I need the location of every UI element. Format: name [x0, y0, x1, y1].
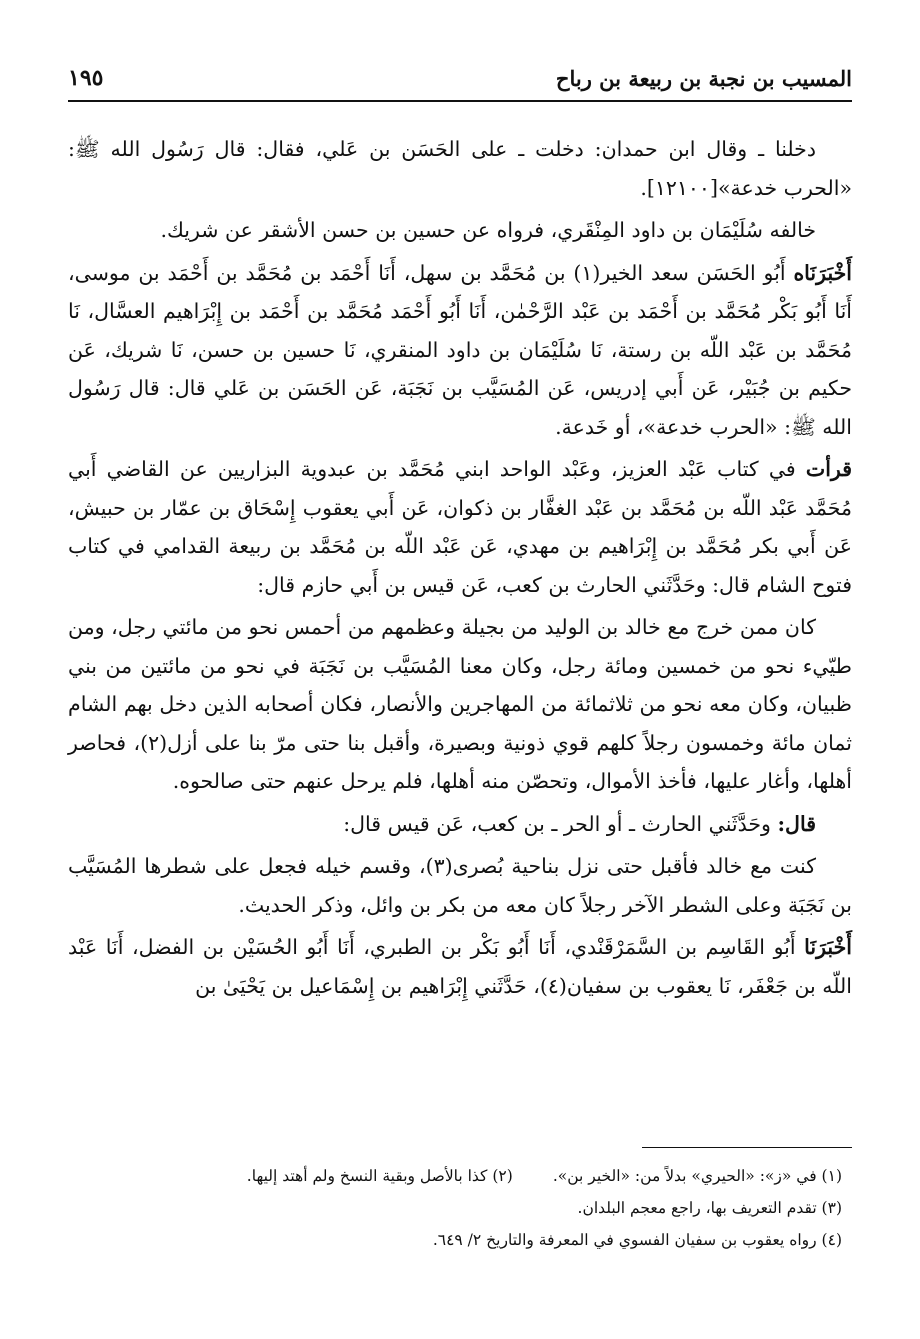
paragraph-lead-word: أَخْبَرَنَاه — [793, 260, 852, 285]
footnotes — [68, 1160, 842, 1256]
page-number: ١٩٥ — [68, 65, 104, 91]
paragraph-text: خالفه سُلَيْمَان بن داود المِنْقَري، فرواه عن حسين بن حسن الأشقر عن شريك. — [160, 218, 816, 242]
paragraph-7 — [68, 847, 852, 924]
footnote-row — [68, 1160, 842, 1192]
paragraph-text: كنت مع خالد فأقبل حتى نزل بناحية بُصرى(٣)، وقسم خيله فجعل على شطرها المُسَيَّب بن نَجَبَة وعلى الشطر الآخر رجلاً كان معه من بكر بن وائل، وذكر الحديث. — [68, 854, 852, 917]
paragraph-8 — [68, 928, 852, 1005]
footnote-row — [68, 1224, 842, 1256]
paragraph-3 — [68, 254, 852, 447]
paragraph-5 — [68, 608, 852, 801]
body-text — [68, 130, 852, 1009]
footnote-1: (١) في «ز»: «الحيري» بدلاً من: «الخير بن». — [552, 1167, 842, 1185]
paragraph-text: وحَدَّثَني الحارث ـ أو الحر ـ بن كعب، عَن قيس قال: — [343, 811, 771, 836]
footnote-divider — [642, 1147, 852, 1148]
paragraph-text: دخلنا ـ وقال ابن حمدان: دخلت ـ على الحَسَن بن عَلي، فقال: قال رَسُول الله ﷺ: «الحرب خدعة»[١٢١٠٠]. — [68, 137, 852, 200]
paragraph-4 — [68, 450, 852, 604]
paragraph-6 — [68, 805, 852, 844]
running-header — [68, 60, 852, 102]
header-title: المسيب بن نجبة بن ربيعة بن رباح — [555, 65, 852, 91]
paragraph-lead-word: أَخْبَرَنَا — [804, 935, 852, 959]
footnote-2: (٢) كذا بالأصل وبقية النسخ ولم أهتد إليها. — [246, 1167, 513, 1185]
paragraph-2 — [68, 211, 852, 250]
footnote-3: (٣) تقدم التعريف بها، راجع معجم البلدان. — [577, 1199, 842, 1217]
footnote-row — [68, 1192, 842, 1224]
footnote-4: (٤) رواه يعقوب بن سفيان الفسوي في المعرفة والتاريخ ٢/ ٦٤٩. — [432, 1231, 842, 1249]
paragraph-1 — [68, 130, 852, 207]
paragraph-lead-word: قرأت — [805, 457, 852, 481]
paragraph-text: في كتاب عَبْد العزيز، وعَبْد الواحد ابني مُحَمَّد بن عبدوية البزاريين عن القاضي أَبي مُحَمَّد عَبْد اللّه بن مُحَمَّد بن عَبْد الغفَّار بن ذكوان، عَن أَبي يعقوب إِسْحَاق بن عمّار بن حبيش، عَن أَبي بكر مُحَمَّد بن إِبْرَاهيم بن مهدي، عَن عَبْد اللّه بن مُحَمَّد بن ربيعة القدامي في كتاب فتوح الشام قال: وحَدَّثَني الحارث بن كعب، عَن قيس بن أَبي حازم قال: — [68, 457, 852, 597]
paragraph-text: أَبُو القَاسِم بن السَّمَرْقَنْدي، أَنَا أَبُو بَكْر بن الطبري، أَنَا أَبُو الحُسَيْن بن الفضل، أَنَا عَبْد اللّه بن جَعْفَر، نَا يعقوب بن سفيان(٤)، حَدَّثَني إِبْرَاهيم بن إِسْمَاعيل بن يَحْيَىٰ بن — [68, 935, 852, 998]
paragraph-lead-word: قال: — [777, 811, 816, 836]
paragraph-text: كان ممن خرج مع خالد بن الوليد من بجيلة وعظمهم من أحمس نحو من مائتي رجل، ومن طيّيء نحو من خمسين ومائة رجل، وكان معنا المُسَيَّب بن نَجَبَة في نحو من مائتين من بني ظبيان، وكان معه نحو من ثلاثمائة من المهاجرين والأنصار، فكان أصحابه الذين دخل بهم الشام ثمان مائة وخمسون رجلاً كلهم قوي ذونية وبصيرة، وأقبل بنا حتى مرّ بنا على أزل(٢)، فحاصر أهلها، وأغار عليها، فأخذ الأموال، وتحصّن منه أهلها، فلم يرحل عنهم حتى صالحوه. — [68, 615, 852, 793]
paragraph-text: أَبُو الحَسَن سعد الخير(١) بن مُحَمَّد بن سهل، أَنَا أَحْمَد بن مُحَمَّد بن أَحْمَد بن موسى، أَنَا أَبُو بَكْر مُحَمَّد بن أَحْمَد بن عَبْد الرَّحْمٰن، أَنَا أَبُو أَحْمَد مُحَمَّد بن أَحْمَد بن إِبْرَاهيم العسَّال، نَا مُحَمَّد بن عَبْد اللّه بن رستة، نَا سُلَيْمَان بن داود المنقري، نَا حسين بن حسن، نَا شريك، عَن حكيم بن جُبَيْر، عَن أَبي إدريس، عَن المُسَيَّب بن نَجَبَة، عَن الحَسَن بن عَلي قال: قال رَسُول الله ﷺ: «الحرب خدعة»، أو خَدعة. — [68, 260, 852, 439]
